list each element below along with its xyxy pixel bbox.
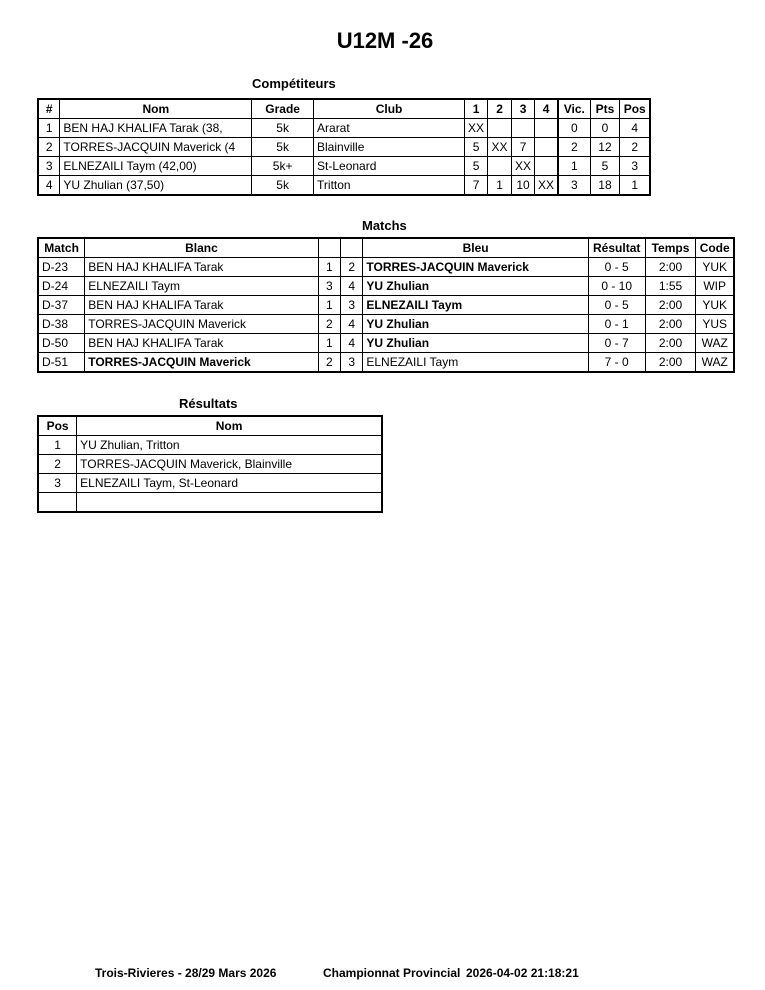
blanc-player: TORRES-JACQUIN Maverick [85, 315, 319, 334]
match-code: YUK [696, 296, 734, 315]
col-name: YU Zhulian (37,50) [60, 176, 252, 196]
header-n2 [341, 238, 363, 258]
col-points: 5 [590, 157, 620, 176]
results-title: Résultats [179, 396, 238, 411]
result-row [38, 436, 382, 455]
col-club: Tritton [314, 176, 465, 196]
blanc-player: ELNEZAILI Taym [85, 277, 319, 296]
col-number: 3 [38, 157, 60, 176]
bleu-number: 4 [341, 334, 363, 353]
match-code: WIP [696, 277, 734, 296]
col-vs-2: XX [488, 138, 512, 157]
col-club: Blainville [314, 138, 465, 157]
match-id: D-51 [38, 353, 85, 373]
blanc-player: BEN HAJ KHALIFA Tarak [85, 258, 319, 277]
col-number: 1 [38, 119, 60, 138]
blanc-number: 3 [318, 277, 340, 296]
col-position: 3 [620, 157, 650, 176]
col-vs-1: 5 [465, 157, 488, 176]
col-number: 4 [38, 176, 60, 196]
match-result: 0 - 5 [588, 296, 645, 315]
results-table [37, 415, 383, 513]
match-id: D-23 [38, 258, 85, 277]
match-code: WAZ [696, 353, 734, 373]
col-vs-3: XX [512, 157, 535, 176]
header-col-vs-2: 2 [488, 99, 512, 119]
col-name: TORRES-JACQUIN Maverick (4 [60, 138, 252, 157]
bleu-player: TORRES-JACQUIN Maverick [363, 258, 588, 277]
col-vs-1: 5 [465, 138, 488, 157]
blanc-player: TORRES-JACQUIN Maverick [85, 353, 319, 373]
col-position: 1 [620, 176, 650, 196]
match-row [38, 258, 734, 277]
result-row [38, 474, 382, 493]
col-grade: 5k [252, 176, 314, 196]
bleu-player: YU Zhulian [363, 334, 588, 353]
col-vs-1: XX [465, 119, 488, 138]
header-col-victories: Vic. [558, 99, 590, 119]
bleu-number: 3 [341, 296, 363, 315]
header-code: Code [696, 238, 734, 258]
match-id: D-24 [38, 277, 85, 296]
competitor-row [38, 157, 650, 176]
header-col-points: Pts [590, 99, 620, 119]
result-row [38, 493, 382, 513]
page-title: U12M -26 [336, 28, 434, 53]
match-row [38, 353, 734, 373]
match-row [38, 334, 734, 353]
col-name: BEN HAJ KHALIFA Tarak (38, [60, 119, 252, 138]
footer-event: Championnat Provincial [323, 966, 461, 980]
header-col-position: Pos [620, 99, 650, 119]
result-position: 1 [38, 436, 77, 455]
col-vs-1: 7 [465, 176, 488, 196]
header-blanc: Blanc [85, 238, 319, 258]
match-id: D-37 [38, 296, 85, 315]
bleu-number: 2 [341, 258, 363, 277]
col-vs-2 [488, 119, 512, 138]
col-victories: 0 [558, 119, 590, 138]
match-code: YUK [696, 258, 734, 277]
col-vs-4 [535, 157, 559, 176]
match-result: 7 - 0 [588, 353, 645, 373]
blanc-number: 2 [318, 353, 340, 373]
bleu-player: YU Zhulian [363, 277, 588, 296]
col-points: 18 [590, 176, 620, 196]
col-position: 4 [620, 119, 650, 138]
match-result: 0 - 7 [588, 334, 645, 353]
header-col-name: Nom [60, 99, 252, 119]
match-id: D-50 [38, 334, 85, 353]
bleu-player: ELNEZAILI Taym [363, 296, 588, 315]
competitor-row [38, 119, 650, 138]
header-col-number: # [38, 99, 60, 119]
result-name: ELNEZAILI Taym, St-Leonard [77, 474, 382, 493]
col-vs-3: 7 [512, 138, 535, 157]
col-vs-2 [488, 157, 512, 176]
result-position [38, 493, 77, 513]
header-time: Temps [645, 238, 696, 258]
bleu-number: 4 [341, 277, 363, 296]
col-victories: 2 [558, 138, 590, 157]
result-name: TORRES-JACQUIN Maverick, Blainville [77, 455, 382, 474]
match-row [38, 315, 734, 334]
bleu-player: ELNEZAILI Taym [363, 353, 588, 373]
result-position: 2 [38, 455, 77, 474]
competitors-table [37, 98, 651, 196]
blanc-number: 1 [318, 258, 340, 277]
col-vs-3 [512, 119, 535, 138]
match-time: 2:00 [645, 315, 696, 334]
result-name: YU Zhulian, Tritton [77, 436, 382, 455]
header-col-club: Club [314, 99, 465, 119]
col-vs-2: 1 [488, 176, 512, 196]
bleu-player: YU Zhulian [363, 315, 588, 334]
matches-title: Matchs [362, 218, 407, 233]
blanc-number: 1 [318, 296, 340, 315]
header-pos: Pos [38, 416, 77, 436]
header-nom: Nom [77, 416, 382, 436]
header-col-vs-4: 4 [535, 99, 559, 119]
result-name [77, 493, 382, 513]
col-number: 2 [38, 138, 60, 157]
match-code: WAZ [696, 334, 734, 353]
match-row [38, 277, 734, 296]
col-victories: 3 [558, 176, 590, 196]
col-vs-4: XX [535, 176, 559, 196]
footer-location: Trois-Rivieres - 28/29 Mars 2026 [95, 966, 277, 980]
bleu-number: 3 [341, 353, 363, 373]
col-club: Ararat [314, 119, 465, 138]
footer-timestamp: 2026-04-02 21:18:21 [466, 966, 579, 980]
match-row [38, 296, 734, 315]
col-grade: 5k+ [252, 157, 314, 176]
col-points: 0 [590, 119, 620, 138]
col-club: St-Leonard [314, 157, 465, 176]
col-victories: 1 [558, 157, 590, 176]
match-result: 0 - 10 [588, 277, 645, 296]
result-row [38, 455, 382, 474]
match-time: 2:00 [645, 258, 696, 277]
blanc-player: BEN HAJ KHALIFA Tarak [85, 334, 319, 353]
match-time: 2:00 [645, 334, 696, 353]
blanc-number: 2 [318, 315, 340, 334]
header-col-grade: Grade [252, 99, 314, 119]
match-time: 2:00 [645, 296, 696, 315]
col-vs-4 [535, 119, 559, 138]
col-grade: 5k [252, 119, 314, 138]
col-points: 12 [590, 138, 620, 157]
blanc-player: BEN HAJ KHALIFA Tarak [85, 296, 319, 315]
col-position: 2 [620, 138, 650, 157]
bleu-number: 4 [341, 315, 363, 334]
col-vs-3: 10 [512, 176, 535, 196]
col-grade: 5k [252, 138, 314, 157]
header-match: Match [38, 238, 85, 258]
match-code: YUS [696, 315, 734, 334]
match-id: D-38 [38, 315, 85, 334]
match-result: 0 - 5 [588, 258, 645, 277]
match-result: 0 - 1 [588, 315, 645, 334]
header-bleu: Bleu [363, 238, 588, 258]
competitor-row [38, 176, 650, 196]
competitor-row [38, 138, 650, 157]
header-col-vs-3: 3 [512, 99, 535, 119]
header-n1 [318, 238, 340, 258]
competitors-title: Compétiteurs [252, 76, 336, 91]
matches-table [37, 237, 735, 373]
blanc-number: 1 [318, 334, 340, 353]
col-name: ELNEZAILI Taym (42,00) [60, 157, 252, 176]
match-time: 1:55 [645, 277, 696, 296]
match-time: 2:00 [645, 353, 696, 373]
col-vs-4 [535, 138, 559, 157]
result-position: 3 [38, 474, 77, 493]
header-col-vs-1: 1 [465, 99, 488, 119]
header-result: Résultat [588, 238, 645, 258]
